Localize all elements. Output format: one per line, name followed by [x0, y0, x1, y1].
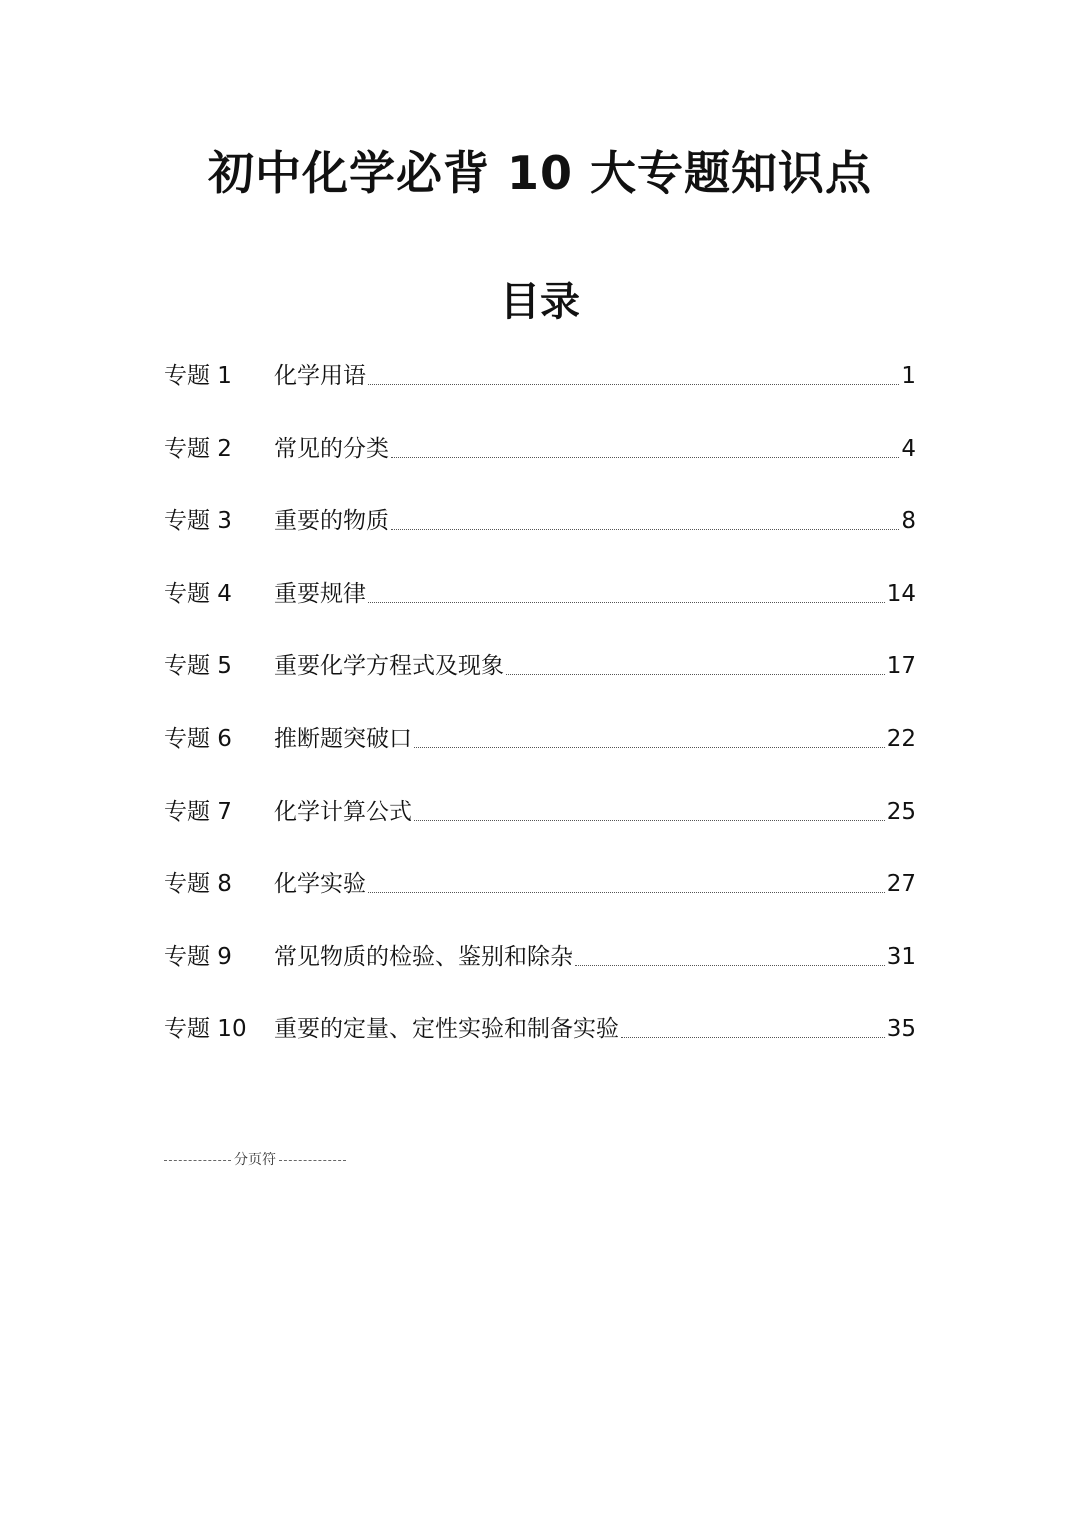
toc-entry-label: 专题 1: [164, 363, 232, 389]
toc-entry[interactable]: [164, 356, 916, 396]
toc-heading: 目录: [500, 279, 580, 325]
toc-entry[interactable]: [164, 937, 916, 977]
toc-entry-page: 8: [901, 508, 916, 535]
toc-entry-title: 化学计算公式: [274, 798, 412, 825]
toc-dot-leader: [391, 457, 899, 458]
toc-entry-title: 重要规律: [274, 580, 366, 607]
toc-entry-page: 17: [886, 653, 916, 680]
toc-entry-title: 化学用语: [274, 363, 366, 389]
toc-entry-title: 重要的物质: [274, 508, 389, 535]
toc-entry-label: 专题 9: [164, 943, 232, 970]
toc-dot-leader: [368, 892, 885, 893]
toc-dot-leader: [368, 602, 885, 603]
toc-entry[interactable]: [164, 792, 916, 832]
toc-entry[interactable]: [164, 501, 916, 541]
page-break-dash-right: [279, 1160, 346, 1161]
toc-entry-page: 25: [886, 798, 916, 825]
toc-entry-label: 专题 4: [164, 580, 232, 607]
toc-entry-label: 专题 5: [164, 653, 232, 680]
page-break-label: 分页符: [234, 1152, 276, 1168]
toc-entry[interactable]: [164, 1009, 916, 1049]
toc-dot-leader: [368, 384, 899, 385]
toc-entry-label: 专题 6: [164, 725, 232, 752]
toc-dot-leader: [575, 965, 885, 966]
toc-dot-leader: [621, 1037, 885, 1038]
toc-entry[interactable]: [164, 719, 916, 759]
toc-entry-label: 专题 3: [164, 508, 232, 535]
toc-entry-label: 专题 2: [164, 435, 232, 462]
toc-entry-title: 重要的定量、定性实验和制备实验: [274, 1016, 619, 1043]
toc-entry-page: 14: [886, 580, 916, 607]
toc-entry-title: 重要化学方程式及现象: [274, 653, 504, 680]
toc-entry-title: 推断题突破口: [274, 725, 412, 752]
toc-entry-label: 专题 8: [164, 871, 232, 898]
document-title: 初中化学必背 10 大专题知识点: [207, 146, 873, 200]
toc-entry[interactable]: [164, 429, 916, 469]
toc-entry-page: 4: [901, 435, 916, 462]
toc-entry-page: 35: [886, 1016, 916, 1043]
page-break-dash-left: [164, 1160, 231, 1161]
toc-dot-leader: [391, 529, 899, 530]
toc-dot-leader: [414, 820, 885, 821]
toc-entry[interactable]: [164, 864, 916, 904]
toc-entry-label: 专题 10: [164, 1016, 247, 1043]
toc-entry-title: 常见物质的检验、鉴别和除杂: [274, 943, 573, 970]
toc-entry[interactable]: [164, 646, 916, 686]
toc-entry-title: 常见的分类: [274, 435, 389, 462]
toc-entry-title: 化学实验: [274, 871, 366, 898]
toc-entry-page: 27: [886, 871, 916, 898]
toc-entry-label: 专题 7: [164, 798, 232, 825]
table-of-contents: [164, 356, 916, 1082]
toc-entry[interactable]: [164, 574, 916, 614]
toc-dot-leader: [414, 747, 885, 748]
toc-entry-page: 1: [901, 363, 916, 389]
toc-dot-leader: [506, 674, 885, 675]
page-break-marker: [164, 1150, 346, 1170]
toc-entry-page: 31: [886, 943, 916, 970]
toc-entry-page: 22: [886, 725, 916, 752]
